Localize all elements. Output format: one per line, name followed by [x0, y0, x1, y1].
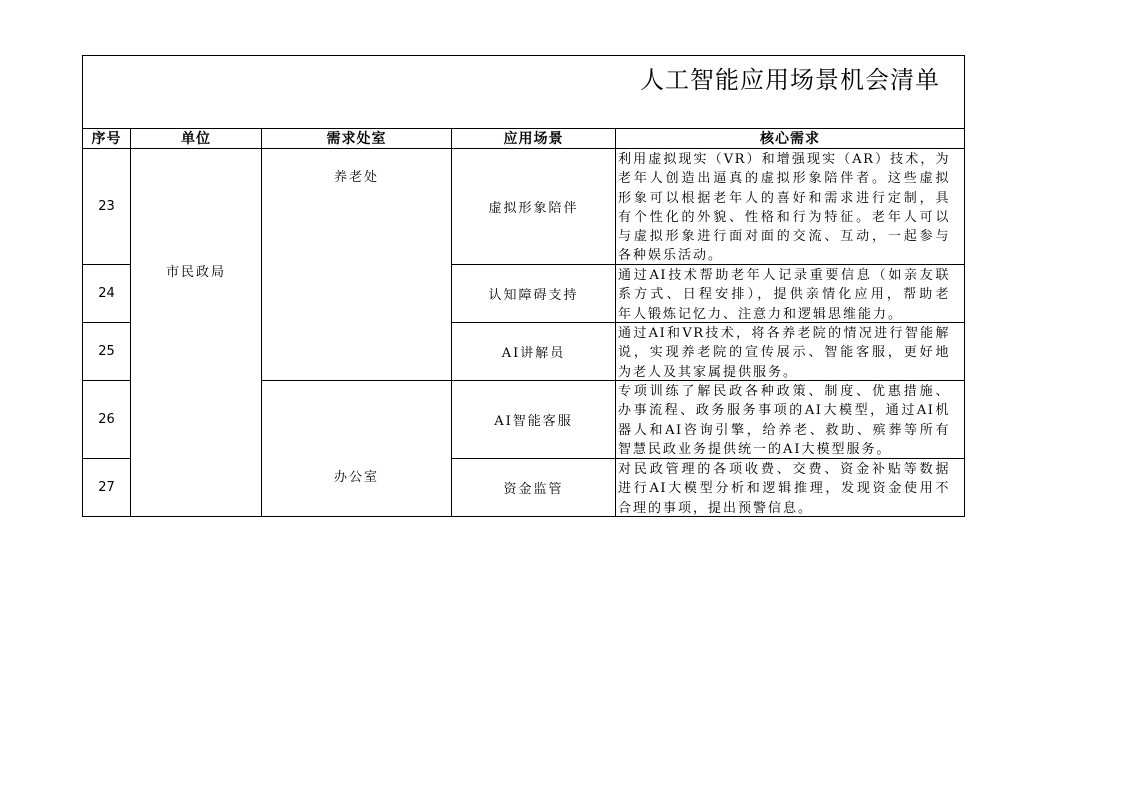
row-index: 23	[82, 148, 131, 265]
row-need	[615, 148, 965, 265]
header-index: 序号	[82, 128, 131, 149]
row-scenario: AI智能客服	[451, 380, 616, 459]
need-line: 办事流程、政务服务事项的AI大模型，通过AI机	[618, 403, 950, 419]
need-line: 专项训练了解民政各种政策、制度、优惠措施、	[618, 384, 950, 399]
need-line: 进行AI大模型分析和逻辑推理，发现资金使用不	[618, 481, 950, 497]
need-line: 年人锻炼记忆力、注意力和逻辑思维能力。	[618, 306, 904, 322]
dept-label: 养老处	[333, 170, 379, 185]
header-need: 核心需求	[615, 128, 965, 149]
row-scenario: 认知障碍支持	[451, 264, 616, 323]
need-line: 系方式、日程安排），提供亲情化应用，帮助老	[618, 287, 950, 303]
page-title: 人工智能应用场景机会清单	[640, 66, 940, 94]
need-line: 对民政管理的各项收费、交费、资金补贴等数据	[618, 462, 950, 477]
dept-cell-elderly-care	[261, 148, 452, 381]
header-scenario: 应用场景	[451, 128, 616, 149]
need-line: 通过AI技术帮助老年人记录重要信息（如亲友联	[618, 268, 950, 283]
row-scenario: 资金监管	[451, 458, 616, 517]
need-line: 器人和AI咨询引擎，给养老、救助、殡葬等所有	[618, 422, 950, 438]
row-scenario: 虚拟形象陪伴	[451, 148, 616, 265]
need-line: 老年人创造出逼真的虚拟形象陪伴者。这些虚拟	[618, 171, 950, 187]
need-line: 有个性化的外貌、性格和行为特征。老年人可以	[618, 209, 950, 225]
row-need	[615, 458, 965, 517]
row-need	[615, 264, 965, 323]
row-index: 25	[82, 322, 131, 381]
row-scenario: AI讲解员	[451, 322, 616, 381]
row-index: 24	[82, 264, 131, 323]
dept-cell-office	[261, 380, 452, 517]
need-line: 形象可以根据老年人的喜好和需求进行定制，具	[618, 190, 950, 206]
unit-label: 市民政局	[165, 265, 226, 280]
row-index: 26	[82, 380, 131, 459]
row-need	[615, 380, 965, 459]
need-line: 智慧民政业务提供统一的AI大模型服务。	[618, 441, 892, 457]
row-need	[615, 322, 965, 381]
row-index: 27	[82, 458, 131, 517]
need-line: 各种娱乐活动。	[618, 248, 724, 264]
need-line: 通过AI和VR技术，将各养老院的情况进行智能解	[618, 326, 950, 341]
need-line: 为老人及其家属提供服务。	[618, 364, 799, 380]
need-line: 利用虚拟现实（VR）和增强现实（AR）技术，为	[618, 152, 950, 167]
dept-label: 办公室	[333, 470, 379, 485]
unit-cell	[130, 148, 262, 517]
need-line: 说，实现养老院的宣传展示、智能客服，更好地	[618, 345, 950, 361]
need-line: 合理的事项，提出预警信息。	[618, 500, 814, 516]
header-dept: 需求处室	[261, 128, 452, 149]
need-line: 与虚拟形象进行面对面的交流、互动，一起参与	[618, 229, 950, 245]
title-cell	[82, 55, 965, 129]
header-unit: 单位	[130, 128, 262, 149]
